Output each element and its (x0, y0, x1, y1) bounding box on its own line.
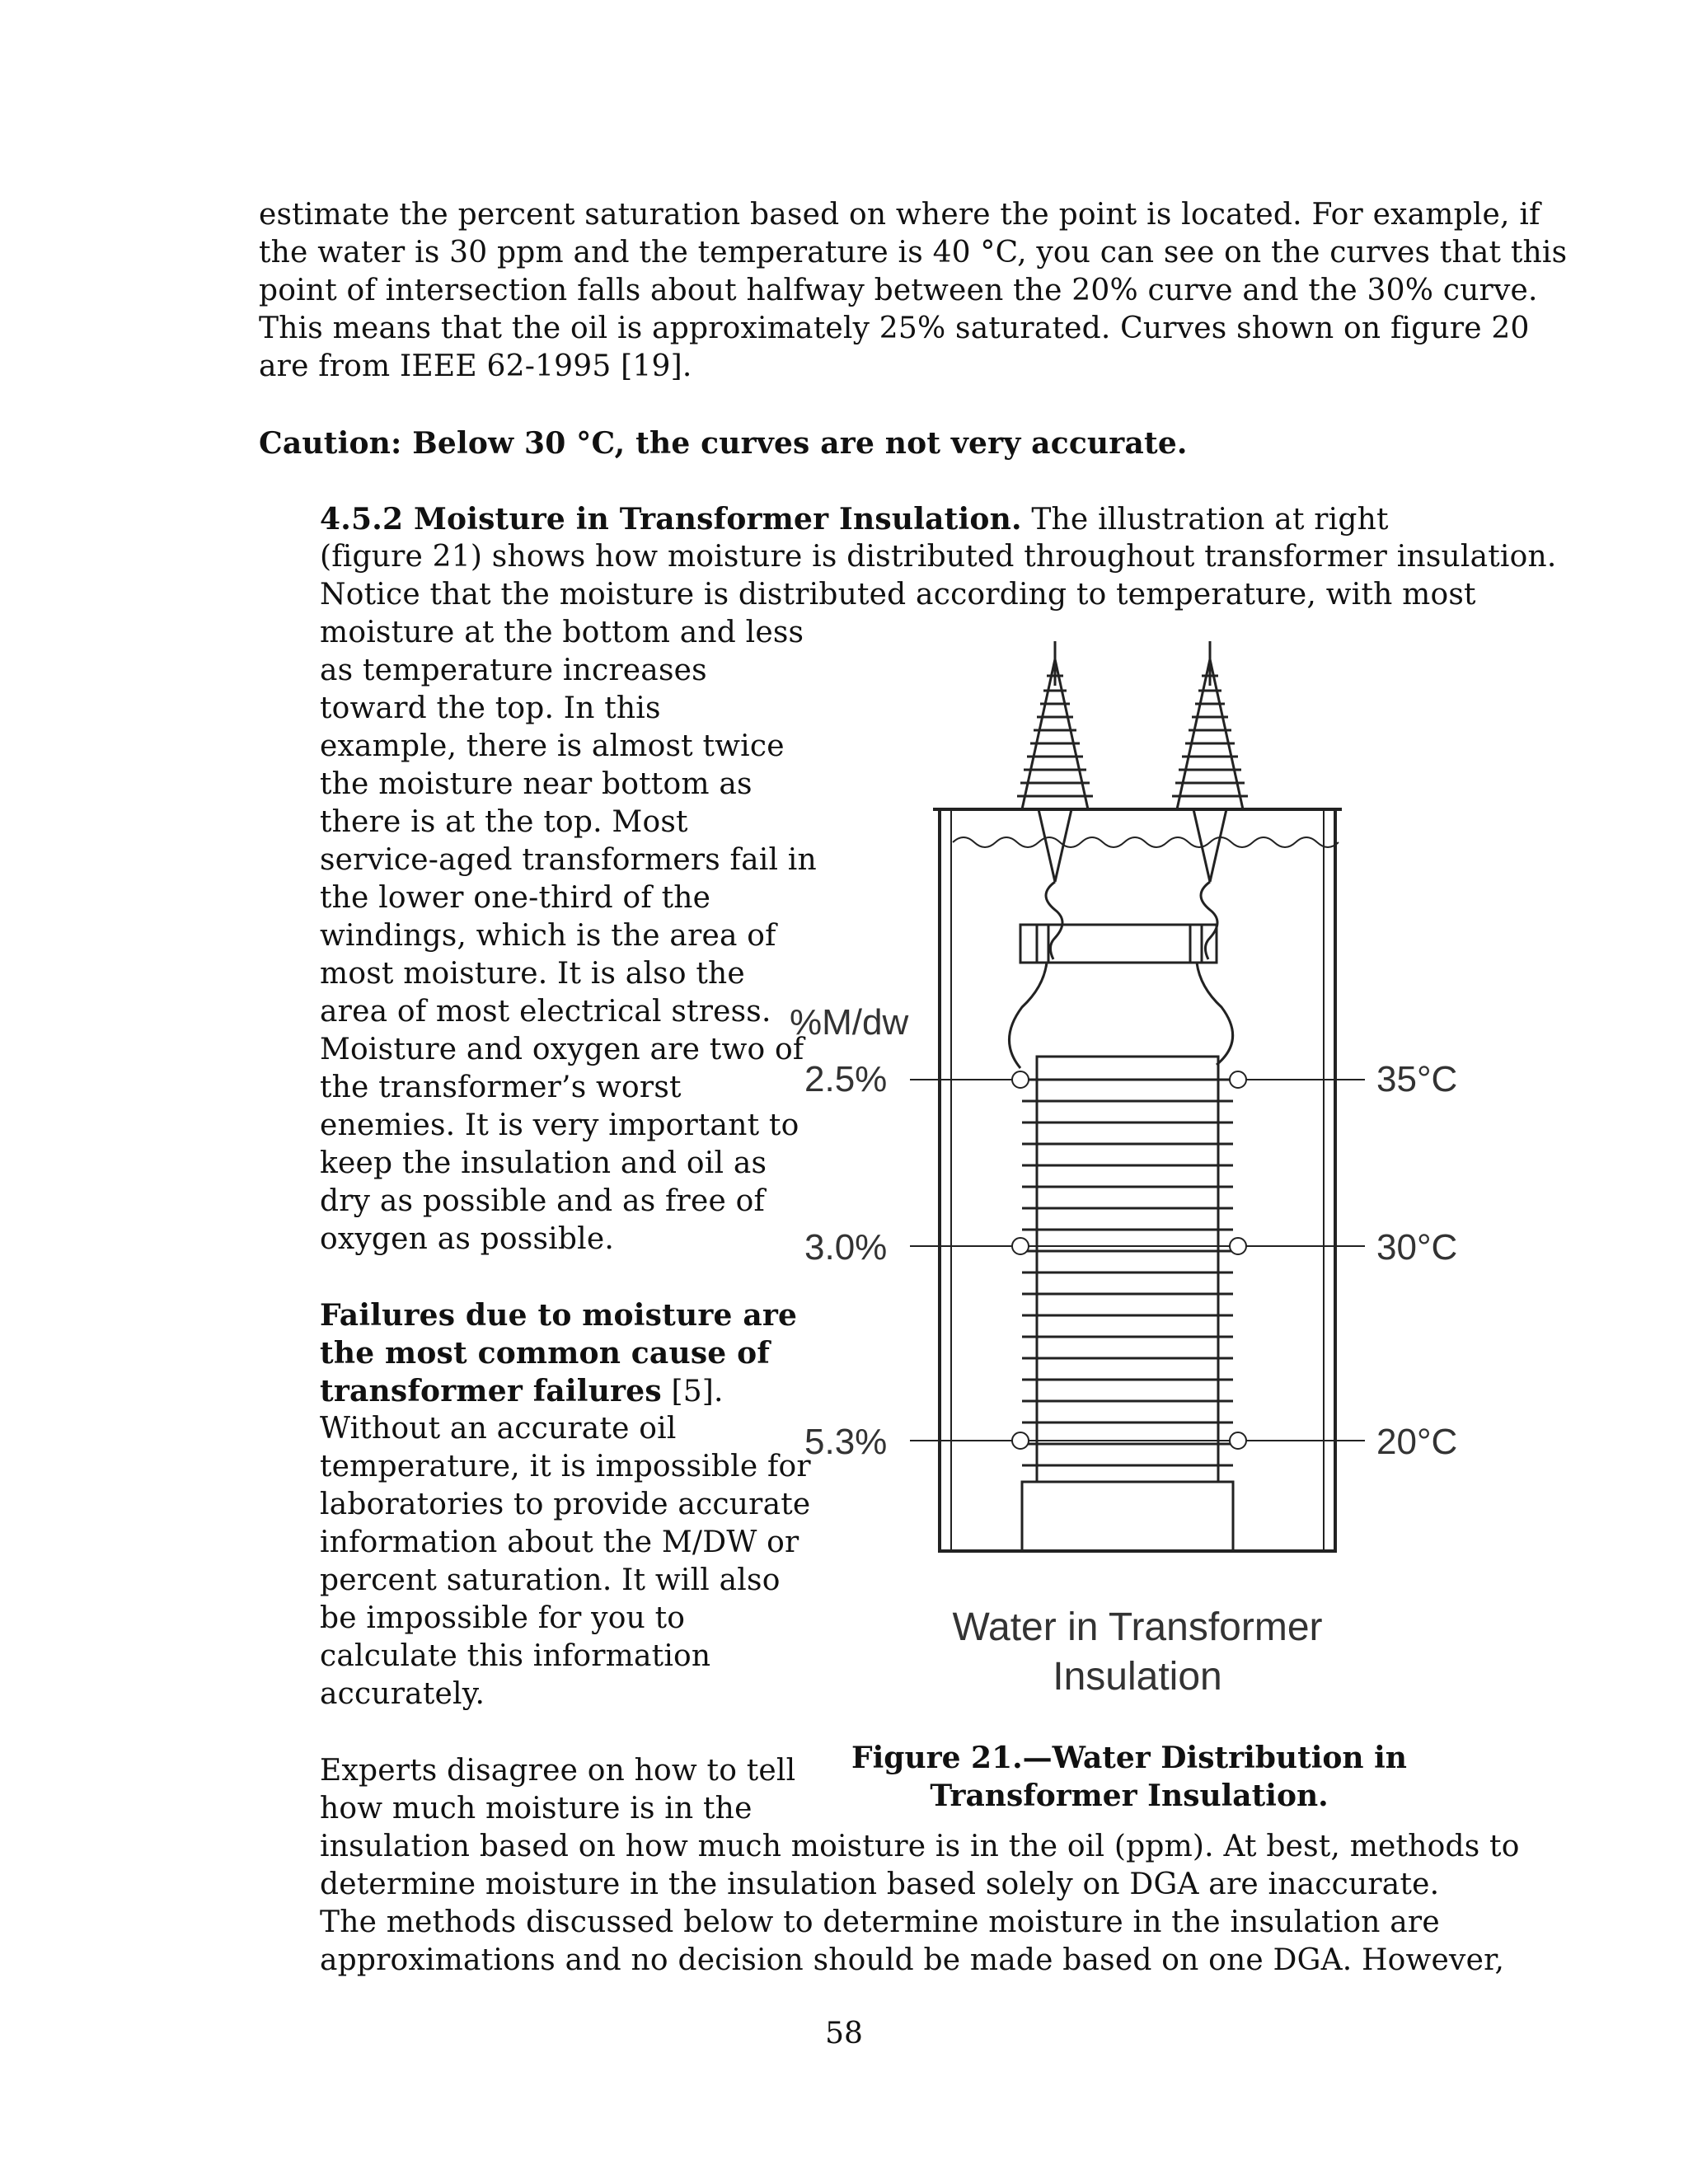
section-heading: 4.5.2 Moisture in Transformer Insulation. (320, 502, 1022, 537)
body-text-line: insulation based on how much moisture is in the oil (ppm). At best, methods to (320, 1830, 1520, 1863)
body-text-line: Without an accurate oil (320, 1412, 677, 1446)
body-text-line: how much moisture is in the (320, 1792, 753, 1825)
body-text-line: the transformer’s worst (320, 1071, 682, 1104)
emphasis-text: transformer failures (320, 1374, 662, 1408)
body-text-line: keep the insulation and oil as (320, 1146, 767, 1180)
caution-note: Caution: Below 30 °C, the curves are not very accurate. (259, 426, 1188, 461)
moisture-label: 3.0% (804, 1227, 888, 1268)
body-text-line: Experts disagree on how to tell (320, 1754, 796, 1788)
body-text-line: toward the top. In this (320, 691, 661, 725)
body-text-line: windings, which is the area of (320, 919, 776, 953)
body-text-line: service-aged transformers fail in (320, 843, 817, 877)
body-text-line: moisture at the bottom and less (320, 616, 804, 649)
body-text-line: accurately. (320, 1677, 485, 1711)
section-first-line (320, 500, 1389, 539)
transformer-moisture-figure (775, 635, 1500, 1739)
figure-title-line: Insulation (1053, 1655, 1222, 1699)
temperature-label: 20°C (1376, 1422, 1458, 1462)
moisture-label: 5.3% (804, 1422, 888, 1462)
body-text-line: information about the M/DW or (320, 1526, 799, 1559)
body-text-line: be impossible for you to (320, 1601, 686, 1635)
emphasis-line: Failures due to moisture are (320, 1298, 798, 1333)
core-and-windings (1022, 1057, 1233, 1551)
body-text-line: are from IEEE 62-1995 [19]. (259, 349, 692, 383)
body-text-line: calculate this information (320, 1639, 711, 1673)
figure-title-line: Water in Transformer (952, 1605, 1323, 1649)
body-text-line: approximations and no decision should be made based on one DGA. However, (320, 1943, 1505, 1977)
body-text-line: determine moisture in the insulation based solely on DGA are inaccurate. (320, 1868, 1440, 1901)
figure-caption-line: Figure 21.—Water Distribution in (851, 1741, 1407, 1775)
body-text-line: temperature, it is impossible for (320, 1450, 811, 1483)
body-text-line: Moisture and oxygen are two of (320, 1033, 804, 1066)
winding-leads (1009, 882, 1232, 1068)
bushing-left (1017, 641, 1093, 882)
page-number: 58 (825, 2017, 863, 2050)
body-text-line: The methods discussed below to determine moisture in the insulation are (320, 1905, 1440, 1939)
emphasis-line-with-ref (320, 1372, 724, 1411)
body-text-line: oxygen as possible. (320, 1222, 614, 1256)
body-text-line: This means that the oil is approximately 25% saturated. Curves shown on figure 20 (259, 312, 1530, 345)
emphasis-line: the most common cause of (320, 1336, 771, 1371)
body-text-line: (figure 21) shows how moisture is distributed throughout transformer insulation. (320, 540, 1557, 574)
moisture-label: 2.5% (804, 1059, 888, 1099)
figure-caption-line: Transformer Insulation. (930, 1779, 1329, 1813)
section-intro: The illustration at right (1021, 503, 1389, 537)
body-text-line: percent saturation. It will also (320, 1563, 781, 1597)
body-text-line: enemies. It is very important to (320, 1108, 799, 1142)
body-text-line: the moisture near bottom as (320, 767, 753, 801)
body-text-line: the water is 30 ppm and the temperature is 40 °C, you can see on the curves that this (259, 236, 1568, 269)
axis-label: %M/dw (790, 1002, 909, 1043)
body-text-line: example, there is almost twice (320, 729, 785, 763)
body-text-line: estimate the percent saturation based on where the point is located. For example, if (259, 198, 1540, 232)
level-line-20c (910, 1432, 1365, 1449)
body-text-line: the lower one-third of the (320, 881, 711, 915)
reference-citation: [5]. (661, 1375, 724, 1408)
body-text-line: point of intersection falls about halfway between the 20% curve and the 30% curve. (259, 274, 1538, 307)
body-text-line: laboratories to provide accurate (320, 1488, 811, 1521)
body-text-line: Notice that the moisture is distributed according to temperature, with most (320, 578, 1476, 612)
body-text-line: there is at the top. Most (320, 805, 688, 839)
level-line-35c (910, 1071, 1365, 1088)
temperature-label: 35°C (1376, 1059, 1458, 1099)
body-text-line: area of most electrical stress. (320, 995, 771, 1029)
oil-level (953, 837, 1339, 847)
temperature-label: 30°C (1376, 1227, 1458, 1268)
body-text-line: as temperature increases (320, 654, 707, 687)
body-text-line: dry as possible and as free of (320, 1184, 766, 1218)
body-text-line: most moisture. It is also the (320, 957, 745, 991)
